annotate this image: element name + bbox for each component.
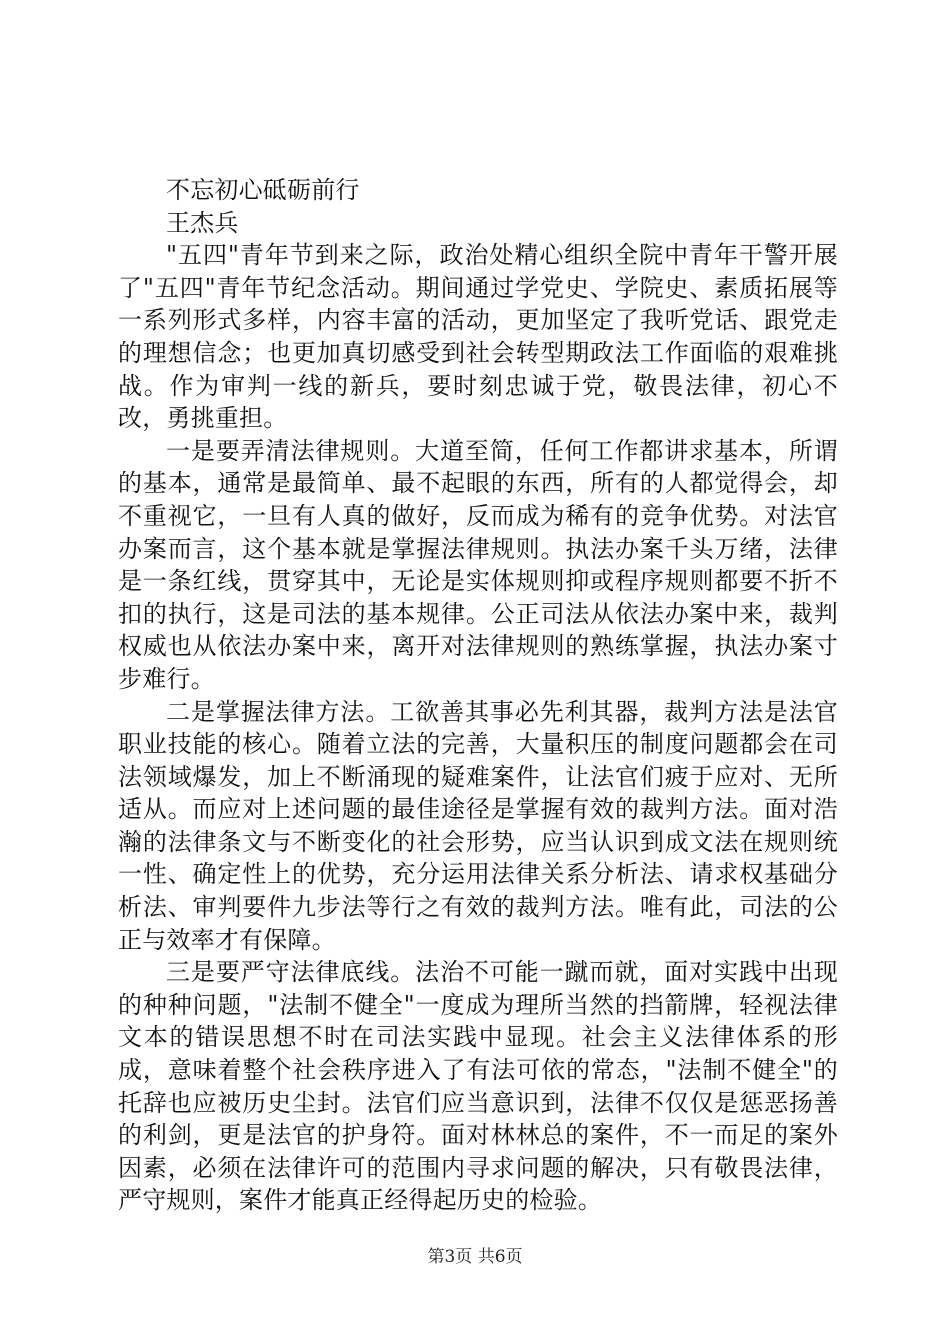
document-body [118,174,838,1217]
page-number-footer: 第3页 共6页 [427,1247,523,1267]
document-title: 不忘初心砥砺前行 [166,176,360,204]
document-author: 王杰兵 [166,208,239,237]
paragraph-bottom-line: 三是要严守法律底线。法治不可能一蹴而就，面对实践中出现的种种问题，"法制不健全"一度成为理所当然的挡箭牌，轻视法律文本的错误思想不时在司法实践中显现。社会主义法律体系的形成，意味着整个社会秩序进入了有法可依的常态，"法制不健全"的托辞也应被历史尘封。法官们应当意识到，法律不仅仅是惩恶扬善的利剑，更是法官的护身符。面对林林总的案件，不一而足的案外因素，必须在法律许可的范围内寻求问题的解决，只有敬畏法律，严守规则，案件才能真正经得起历史的检验。 [118,958,838,1215]
paragraph-intro: "五四"青年节到来之际，政治处精心组织全院中青年干警开展了"五四"青年节纪念活动。期间通过学党史、学院史、素质拓展等一系列形式多样，内容丰富的活动，更加坚定了我听党话、跟党走的理想信念；也更加真切感受到社会转型期政法工作面临的艰难挑战。作为审判一线的新兵，要时刻忠诚于党，敬畏法律，初心不改，勇挑重担。 [118,241,838,433]
paragraph-methods: 二是掌握法律方法。工欲善其事必先利其器，裁判方法是法官职业技能的核心。随着立法的完善，大量积压的制度问题都会在司法领域爆发，加上不断涌现的疑难案件，让法官们疲于应对、无所适从。而应对上述问题的最佳途径是掌握有效的裁判方法。面对浩瀚的法律条文与不断变化的社会形势，应当认识到成文法在规则统一性、确定性上的优势，充分运用法律关系分析法、请求权基础分析法、审判要件九步法等行之有效的裁判方法。唯有此，司法的公正与效率才有保障。 [118,697,838,954]
paragraph-rules: 一是要弄清法律规则。大道至简，任何工作都讲求基本，所谓的基本，通常是最简单、最不起眼的东西，所有的人都觉得会，却不重视它，一旦有人真的做好，反而成为稀有的竞争优势。对法官办案而言，这个基本就是掌握法律规则。执法办案千头万绪，法律是一条红线，贯穿其中，无论是实体规则抑或程序规则都要不折不扣的执行，这是司法的基本规律。公正司法从依法办案中来，裁判权威也从依法办案中来，离开对法律规则的熟练掌握，执法办案寸步难行。 [118,436,838,693]
